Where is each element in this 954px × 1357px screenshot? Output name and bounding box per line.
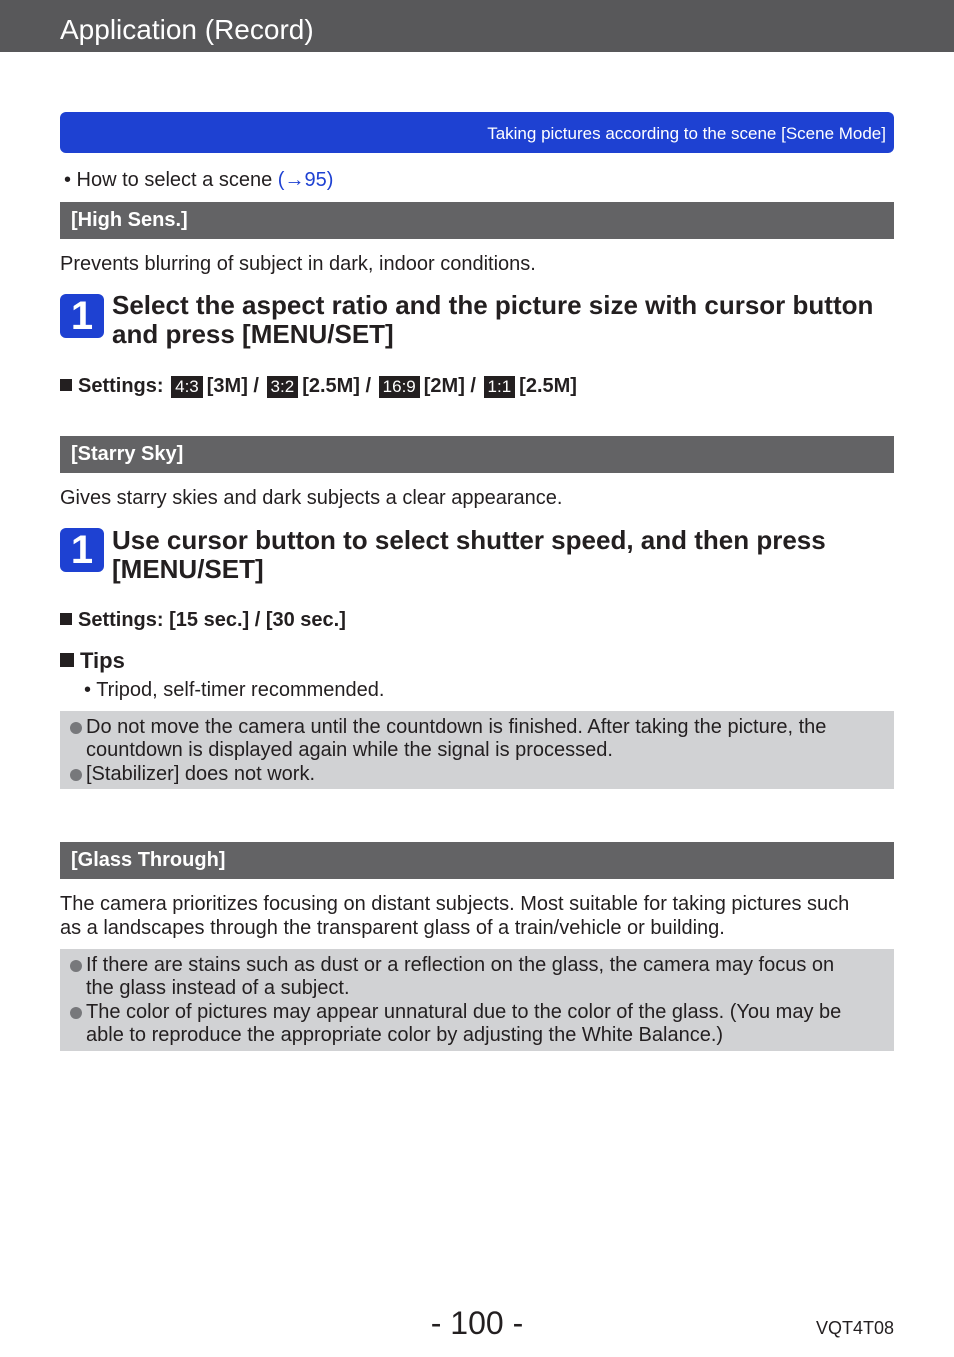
document-code: VQT4T08: [815, 1318, 894, 1338]
description-line: The camera prioritizes focusing on distant subjects. Most suitable for taking pictures such: [60, 893, 850, 915]
step-line: and press [MENU/SET]: [112, 319, 394, 349]
note-line: Do not move the camera until the countdown is finished. After taking the picture, the: [86, 716, 827, 738]
note-item: [68, 1001, 883, 1047]
section-heading-label: [High Sens.]: [71, 209, 188, 231]
aspect-1-1-icon: 1:1: [484, 376, 516, 398]
starry-sky-settings: [60, 608, 346, 632]
bullet-dot-icon: [70, 722, 82, 734]
intro-prefix: • How to select a scene: [64, 169, 278, 191]
bullet-dot-icon: [70, 1007, 82, 1019]
bullet-dot-icon: [70, 960, 82, 972]
note-box-glass-through: [60, 949, 894, 1051]
settings-text: Settings: [15 sec.] / [30 sec.]: [78, 609, 346, 631]
tips-item: • Tripod, self-timer recommended.: [84, 679, 385, 701]
section-heading-starry-sky: [60, 436, 894, 473]
note-line: [Stabilizer] does not work.: [86, 763, 315, 785]
settings-value: [2.5M] /: [302, 375, 372, 397]
section-heading-label: [Glass Through]: [71, 849, 226, 871]
note-item: [68, 763, 883, 786]
note-box-starry-sky: [60, 711, 894, 789]
settings-value: [2.5M]: [519, 375, 577, 397]
step-line: [MENU/SET]: [112, 554, 264, 584]
tips-label: Tips: [80, 648, 125, 673]
breadcrumb-text: Taking pictures according to the scene [Scene Mode]: [487, 124, 886, 143]
page-header: [0, 0, 954, 52]
settings-value: [3M] /: [206, 375, 259, 397]
description-line: as a landscapes through the transparent glass of a train/vehicle or building.: [60, 917, 725, 939]
note-line: able to reproduce the appropriate color by adjusting the White Balance.): [86, 1024, 724, 1046]
page-link-95[interactable]: (→95): [277, 169, 334, 191]
high-sens-description: Prevents blurring of subject in dark, indoor conditions.: [60, 253, 536, 275]
page-title: Application (Record): [60, 14, 314, 45]
tips-heading: [60, 648, 125, 674]
square-bullet-icon: [60, 379, 72, 391]
intro-line: [64, 168, 333, 192]
step-number-badge: 1: [60, 294, 104, 338]
aspect-4-3-icon: 4:3: [171, 376, 203, 398]
settings-label: Settings:: [78, 375, 164, 397]
note-line: The color of pictures may appear unnatural due to the color of the glass. (You may be: [86, 1001, 842, 1023]
square-bullet-icon: [60, 653, 74, 667]
bullet-dot-icon: [70, 769, 82, 781]
note-item: [68, 954, 883, 1000]
high-sens-settings: [60, 374, 577, 398]
step-line: Select the aspect ratio and the picture size with cursor button: [112, 290, 874, 320]
starry-sky-step-instruction: [112, 526, 902, 584]
section-heading-glass-through: [60, 842, 894, 879]
note-line: countdown is displayed again while the signal is processed.: [86, 739, 613, 761]
note-item: [68, 716, 883, 762]
step-number-badge: 1: [60, 528, 104, 572]
note-line: If there are stains such as dust or a reflection on the glass, the camera may focus on: [86, 954, 835, 976]
aspect-3-2-icon: 3:2: [267, 376, 299, 398]
section-heading-label: [Starry Sky]: [71, 443, 184, 465]
high-sens-step-instruction: [112, 291, 902, 349]
step-line: Use cursor button to select shutter speed, and then press: [112, 525, 826, 555]
square-bullet-icon: [60, 613, 72, 625]
section-heading-high-sens: [60, 202, 894, 239]
note-line: the glass instead of a subject.: [86, 977, 350, 999]
starry-sky-description: Gives starry skies and dark subjects a clear appearance.: [60, 487, 563, 509]
breadcrumb: [60, 112, 894, 153]
settings-value: [2M] /: [423, 375, 476, 397]
aspect-16-9-icon: 16:9: [379, 376, 420, 398]
page-number: - 100 -: [430, 1305, 524, 1341]
glass-through-description: [60, 892, 849, 940]
